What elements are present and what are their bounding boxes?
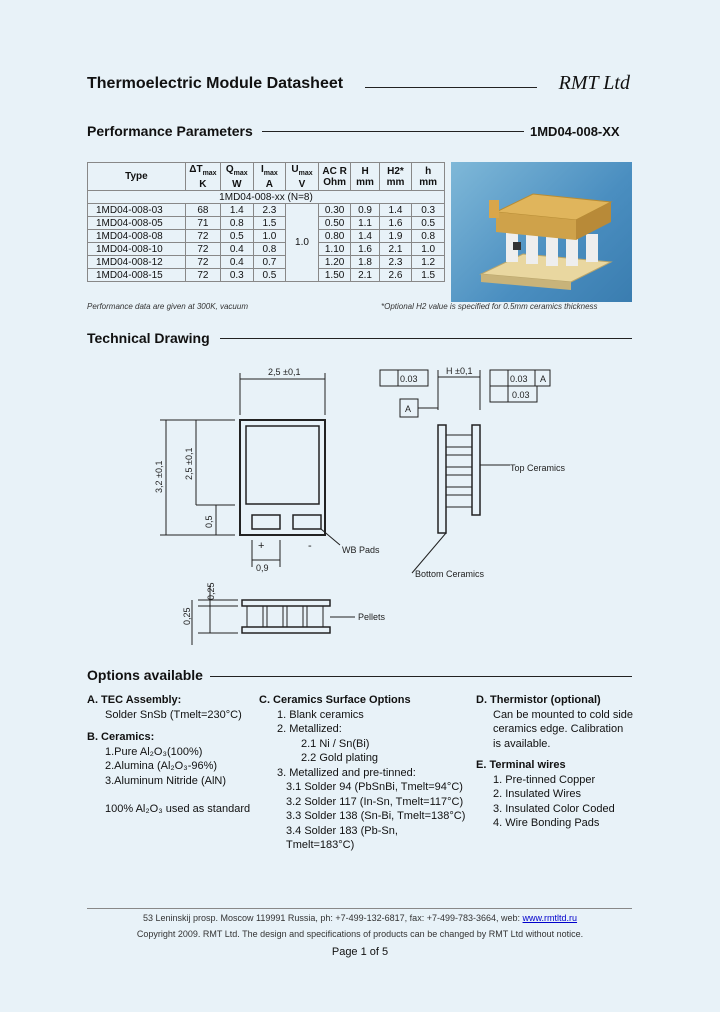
table-row bbox=[88, 256, 445, 269]
table-cell: 0.9 bbox=[351, 204, 379, 217]
note-left: Performance data are given at 300K, vacuum bbox=[87, 302, 248, 311]
header-rule bbox=[365, 87, 537, 88]
end-view-top bbox=[242, 600, 330, 606]
end-view-bottom bbox=[242, 627, 330, 633]
dim-height-total: 3,2 ±0,1 bbox=[154, 460, 164, 493]
table-header-row bbox=[88, 163, 445, 191]
option-c-item-3-4: 3.4 Solder 183 (Pb-Sn, Tmelt=183°C) bbox=[286, 824, 398, 851]
option-c-item-2-1: 2.1 Ni / Sn(Bi) bbox=[301, 737, 370, 750]
drawing-title: Technical Drawing bbox=[87, 330, 210, 346]
table-cell: 0.3 bbox=[220, 269, 253, 282]
option-c-item-2: 2. Metallized: bbox=[277, 723, 342, 735]
dim-025-a: 0,25 bbox=[206, 582, 216, 600]
table-cell: 1.9 bbox=[379, 230, 412, 243]
col-dtmax: $\Delta T_{max}$ K bbox=[185, 163, 220, 191]
option-e-item-2: 2. Insulated Wires bbox=[493, 788, 582, 800]
table-cell: 0.80 bbox=[318, 230, 351, 243]
table-cell: 0.7 bbox=[253, 256, 286, 269]
footer-rule bbox=[87, 908, 632, 909]
footer-address bbox=[0, 913, 720, 923]
table-cell: 68 bbox=[185, 204, 220, 217]
dim-width: 2,5 ±0,1 bbox=[268, 367, 301, 377]
options-col-2 bbox=[259, 693, 469, 853]
options-col-1 bbox=[87, 693, 257, 817]
option-a-head: A. TEC Assembly: bbox=[87, 694, 182, 706]
col-h2: H2* mm bbox=[379, 163, 412, 191]
document-title: Thermoelectric Module Datasheet bbox=[87, 75, 344, 92]
table-cell: 2.6 bbox=[379, 269, 412, 282]
table-cell: 2.3 bbox=[253, 204, 286, 217]
side-view-top bbox=[472, 425, 480, 515]
tec-module-image bbox=[451, 162, 632, 302]
option-a-item: Solder SnSb (Tmelt=230°C) bbox=[105, 708, 242, 721]
table-row bbox=[88, 217, 445, 230]
flatness-value: 0.03 bbox=[400, 374, 418, 384]
table-cell: 72 bbox=[185, 269, 220, 282]
option-d-item-3: is available. bbox=[493, 737, 551, 750]
footer-web-link[interactable]: www.rmtltd.ru bbox=[522, 913, 578, 923]
option-b-item-3: 3.Aluminum Nitride (AlN) bbox=[105, 774, 227, 787]
option-e-item-1: 1. Pre-tinned Copper bbox=[493, 773, 596, 786]
table-cell: 1.0 bbox=[412, 243, 445, 256]
table-cell: 0.4 bbox=[220, 243, 253, 256]
table-cell: 1.50 bbox=[318, 269, 351, 282]
page-number: Page 1 of 5 bbox=[331, 946, 389, 958]
option-c-head: C. Ceramics Surface Options bbox=[259, 694, 411, 706]
minus-sign: - bbox=[308, 540, 312, 552]
footer-address-text: 53 Leninskij prosp. Moscow 119991 Russia, ph: +7-499-132-6817, fax: +7-499-783-3664, web: bbox=[142, 913, 521, 923]
note-right: *Optional H2 value is specified for 0.5mm ceramics thickness bbox=[381, 302, 598, 311]
option-d-head: D. Thermistor (optional) bbox=[476, 694, 601, 706]
table-cell: 1.4 bbox=[220, 204, 253, 217]
option-c-item-3-1: 3.1 Solder 94 (PbSnBi, Tmelt=94°C) bbox=[286, 781, 463, 793]
table-cell: 1.20 bbox=[318, 256, 351, 269]
product-photo bbox=[451, 162, 632, 302]
performance-rule bbox=[262, 131, 524, 132]
table-row bbox=[88, 269, 445, 282]
table-row bbox=[88, 204, 445, 217]
table-cell: 0.4 bbox=[220, 256, 253, 269]
option-c-item-2-2: 2.2 Gold plating bbox=[301, 752, 379, 764]
table-cell: 1.1 bbox=[351, 217, 379, 230]
table-cell: 1MD04-008-08 bbox=[88, 230, 186, 243]
table-cell: 1MD04-008-12 bbox=[88, 256, 186, 269]
table-cell: 1.5 bbox=[412, 269, 445, 282]
group-row bbox=[88, 191, 445, 204]
options-rule bbox=[210, 676, 632, 677]
table-row bbox=[88, 230, 445, 243]
h-label: H ±0,1 bbox=[446, 366, 473, 376]
side-view-bottom bbox=[438, 425, 446, 533]
table-cell: 2.1 bbox=[379, 243, 412, 256]
table-cell: 0.5 bbox=[412, 217, 445, 230]
table-cell: 0.50 bbox=[318, 217, 351, 230]
datum-box: A bbox=[405, 404, 412, 414]
col-qmax: $Q_{max}$ W bbox=[220, 163, 253, 191]
dim-pad-width: 0,9 bbox=[256, 563, 269, 573]
performance-table bbox=[87, 162, 445, 282]
table-cell: 1MD04-008-10 bbox=[88, 243, 186, 256]
performance-title: Performance Parameters bbox=[87, 123, 253, 139]
col-umax: $U_{max}$ V bbox=[286, 163, 319, 191]
option-c-item-3-3: 3.3 Solder 138 (Sn-Bi, Tmelt=138°C) bbox=[286, 810, 466, 822]
options-col-3 bbox=[476, 693, 646, 831]
plus-sign: + bbox=[258, 540, 265, 552]
dim-height-top: 2,5 ±0,1 bbox=[184, 447, 194, 480]
dim-pad: 0,5 bbox=[204, 515, 214, 528]
col-h: H mm bbox=[351, 163, 379, 191]
table-cell: 71 bbox=[185, 217, 220, 230]
option-e-item-4: 4. Wire Bonding Pads bbox=[493, 817, 600, 829]
table-cell: 0.8 bbox=[412, 230, 445, 243]
table-cell: 0.30 bbox=[318, 204, 351, 217]
table-cell: 1MD04-008-05 bbox=[88, 217, 186, 230]
option-c-item-1: 1. Blank ceramics bbox=[277, 708, 364, 721]
datum-ref: A bbox=[540, 374, 547, 384]
option-d-item-2: ceramics edge. Calibration bbox=[493, 723, 624, 735]
option-b-head: B. Ceramics: bbox=[87, 731, 155, 743]
umax-cell: 1.0 bbox=[286, 204, 319, 282]
flatness-value-2: 0.03 bbox=[512, 390, 530, 400]
table-cell: 72 bbox=[185, 256, 220, 269]
group-label: 1MD04-008-xx (N=8) bbox=[88, 191, 445, 204]
table-cell: 1.0 bbox=[253, 230, 286, 243]
col-imax: $I_{max}$ A bbox=[253, 163, 286, 191]
table-cell: 72 bbox=[185, 243, 220, 256]
table-cell: 1.4 bbox=[379, 204, 412, 217]
table-cell: 1.4 bbox=[351, 230, 379, 243]
table-cell: 1.6 bbox=[351, 243, 379, 256]
option-c-item-3: 3. Metallized and pre-tinned: bbox=[277, 766, 416, 779]
model-code: 1MD04-008-XX bbox=[530, 124, 620, 139]
footer-copyright: Copyright 2009. RMT Ltd. The design and specifications of products can be changed by RMT Ltd without notice. bbox=[136, 929, 584, 939]
col-type: Type bbox=[88, 163, 186, 191]
option-b-note: 100% Al₂O₃ used as standard bbox=[105, 803, 251, 815]
option-d-item-1: Can be mounted to cold side bbox=[493, 708, 634, 721]
technical-drawing bbox=[150, 355, 630, 655]
option-b-item-2: 2.Alumina (Al₂O₃-96%) bbox=[105, 760, 218, 772]
table-cell: 1.5 bbox=[253, 217, 286, 230]
table-cell: 1MD04-008-15 bbox=[88, 269, 186, 282]
col-hsmall: h mm bbox=[412, 163, 445, 191]
brand-logo: RMT Ltd bbox=[558, 72, 630, 94]
label-wb-pads: WB Pads bbox=[342, 545, 380, 555]
drawing-rule bbox=[220, 338, 632, 339]
table-cell: 0.3 bbox=[412, 204, 445, 217]
label-bottom-ceramics: Bottom Ceramics bbox=[415, 569, 485, 579]
table-row bbox=[88, 243, 445, 256]
table-cell: 0.5 bbox=[220, 230, 253, 243]
option-e-item-3: 3. Insulated Color Coded bbox=[493, 802, 615, 815]
table-cell: 0.8 bbox=[253, 243, 286, 256]
table-cell: 1.10 bbox=[318, 243, 351, 256]
options-title: Options available bbox=[87, 667, 203, 683]
table-cell: 1MD04-008-03 bbox=[88, 204, 186, 217]
col-acr: AC R Ohm bbox=[318, 163, 351, 191]
option-c-item-3-2: 3.2 Solder 117 (In-Sn, Tmelt=117°C) bbox=[286, 795, 464, 808]
table-cell: 2.1 bbox=[351, 269, 379, 282]
label-top-ceramics: Top Ceramics bbox=[510, 463, 566, 473]
parallel-value: 0.03 bbox=[510, 374, 528, 384]
table-cell: 1.2 bbox=[412, 256, 445, 269]
table-cell: 72 bbox=[185, 230, 220, 243]
option-b-item-1: 1.Pure Al₂O₃(100%) bbox=[105, 745, 203, 758]
table-cell: 1.6 bbox=[379, 217, 412, 230]
table-cell: 0.8 bbox=[220, 217, 253, 230]
dim-025-b: 0,25 bbox=[182, 607, 192, 625]
table-cell: 1.8 bbox=[351, 256, 379, 269]
label-pellets: Pellets bbox=[358, 612, 386, 622]
option-e-head: E. Terminal wires bbox=[476, 759, 566, 771]
table-cell: 2.3 bbox=[379, 256, 412, 269]
table-cell: 0.5 bbox=[253, 269, 286, 282]
